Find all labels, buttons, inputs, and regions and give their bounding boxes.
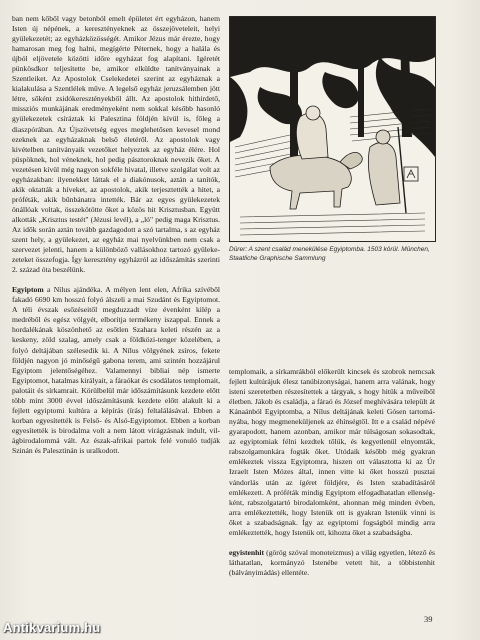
watermark-logo: Antikvarium.hu [3, 620, 101, 635]
figure-caption: Dürer: A szent család menekülése Egyiptomba. 1503 körül. München, Staatliche Graphische Sammlung [229, 246, 430, 262]
paragraph-egyiptom-continued: templomaik, a sírkamrákból előkerült kincsek és szobrok nemcsak fejlett kultúrájuk élesz tanúbizonyságai, hanem arra valának, hogy isteni szeretetben részesítettek a tárgyak, s hogy hitük a műveiből életben. Jákob és családja, a fáraó és József meghívására települt át Kánaánból Egyiptomba, a Nílus deltájának keleti Gósen tartományába, hogy megmeneküljenek az éhínségtől. Itt e a család népévé gyarapodott, hanem azonban, amikor már túlságosan sokasodtak, az egyiptomiak félni kezdtek tőlük, és kegyetlenül elnyomták, rabszolgamunkára fogták őket. Utódaik később még gyakran emlékeztek vissza Egyiptomra, hiszen ott választotta ki az Úr Izraelt Isten Mózes által, innen vitte ki őket hosszú pusztai vándorlás után az ígéret földjére, és Isten szabadításáról emlékezett. A próféták mindig Egyiptom elfogadhatatlan ellenségként, rabszolgatartó birodalomként, ahonnan még minden évben, arra emlékeztették, hogy Istenük ott is gyakran Istenük vinni is őket a szabadságnak. Így az egyiptomi fogságból mindig arra emlékeztették, hogy Istenük ott, kihozta őket a szabadságba. [229, 367, 435, 537]
entry-text: a Nílus ajándéka. A mélyen lent elen, Afrika szívéből fakadó 6690 km hosszú folyó álszeli a mai Szudánt és Egyiptomot. A téli évszak esőzéseitől megduzzadt víze évenként kilép a medréből és egész völgyét, elborítja termékeny iszappal. Ennek a hordalékának köszönhető az esőtlen Szahara keleti részén az a keskeny, zöld szalag, amely csak a földközi-tenger közelében, a folyó deltájában szélesedik ki. A Nílus völgyének zsíros, fekete földjén nagyon jó minőségű gabona terem, ami szintén hozzájárul Egyiptom jelentőségéhez. Valamennyi bibliai nép ismerte Egyiptomot, hatalmas királyait, a fáraókat és csodálatos templomait, palotáit és sírkamrait. Körülbelül már időszámításunk kezdete előtt több mint 3000 évvel időszámításunk kezdete előtt alakult ki a fejlett egyiptomi kultúra a képírás (írás) feltalálásával. Ebben a korban egyesítették is Felső- és Alsó-Egyiptomot. Ebben a korban egyesítették is birodalma volt a nem látott virágzásnak indult, világbirodalommá vált. Az észak-afrikai partok felé vonuló tudják Szinán és Palesztinán is uralkodott. [12, 285, 220, 455]
right-text-column [229, 367, 435, 637]
woodcut-illustration [229, 16, 436, 242]
paragraph-egyhaz: ban nem kőből vagy betonból emelt épületet ért egyházon, hanem Isten új népének, a keresztényeknek az összejöveteleit, helyi gyülekezetét; az egyházközösségét. Amikor Jézus már érezte, hogy hamarosan meg fog halni, megígérte Péternek, hogy a halála és újból eljövetele közötti időre egyházat fog alapítani. Igéretét pünkösdkor teljesítette be, amikor elküldte tanítványainak a Szentleiket. Az Apostolok Cselekedetei szerint az egyháznak a kialakulása a Szentlélek műve. A legelső egyház jeruzsálemben jött létre, sőként zsidókeresztényekből állt. Az apostolok hithirdető, missziós munkájának eredményeként nem sokkal később hasonló gyülekezetek csíráztak ki Palesztina földjén kívül is, főleg a diaszpórában. Az Újszövetség egyes meglehetősen kevesel mond ezeknek az egyházaknak belső életéről. Az apostolok vagy kivételben tanítványaik vezetőket helyeztek az egyház élére. Hol püspöknek, hol véneknek, hol pedig pásztoroknak nevezik őket. A vezetésen kívül még nagyon sokféle hivatal, illetve szolgálat volt az egyházakban: ilyenekket láttak el a diakónusok, aztán a tanítók, akik oktatták a híveket, az apostolok, akik terjesztették a hitet, a próféták, akik bűnbánatra intették. Bár az egyes gyülekezetek önállóak voltak, összekötötte őket a közös hit Krisztusban. Együtt alkották „Krisztus testét" (Jézusi levél), a „ló" pedig maga Krisztus. Az idők során aztán tovább gazdagodott a szó tartalma, s az egyház szent hely, a gyülekezet, az egyház mai nyelvünkben nem csak a szervezet jelenti, hanem a különböző vallásokhoz tartozó gyülekezeteket összefogja. Így keresztény egyházról az időszámítás szerinti 2. század óta beszélünk. [12, 14, 220, 275]
page-number: 39 [424, 614, 433, 624]
entry-egyiptom [12, 285, 220, 456]
entry-text: (görög szóval monoteizmus) a világ egyetlen, létező és láthatatlan, kormányzó Istenébe vetett hit, a többistenhit (bálványimádás) ellentéte. [229, 547, 435, 577]
left-text-column [12, 14, 220, 626]
woodcut-image [230, 17, 435, 241]
entry-term: egyistenhit [229, 547, 265, 557]
entry-egyistenhit [229, 548, 435, 578]
entry-term: Egyiptom [12, 285, 44, 295]
